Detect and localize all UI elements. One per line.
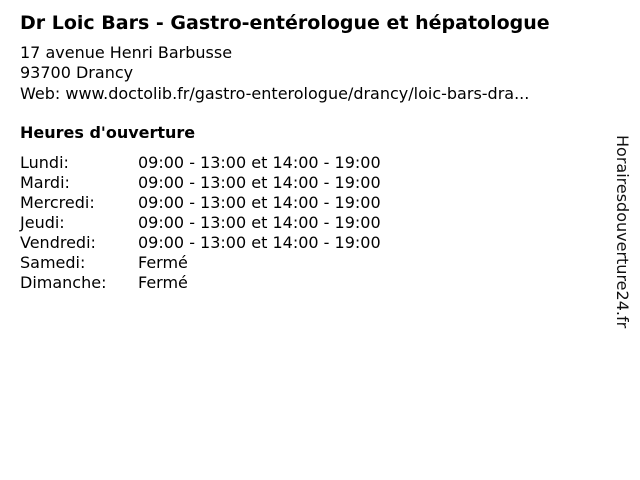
day-hours: 09:00 - 13:00 et 14:00 - 19:00 xyxy=(138,153,381,172)
day-label: Mardi: xyxy=(20,173,70,192)
day-hours: 09:00 - 13:00 et 14:00 - 19:00 xyxy=(138,193,381,212)
day-hours: 09:00 - 13:00 et 14:00 - 19:00 xyxy=(138,233,381,252)
day-hours: 09:00 - 13:00 et 14:00 - 19:00 xyxy=(138,173,381,192)
day-hours: Fermé xyxy=(138,253,188,272)
address-line-city: 93700 Drancy xyxy=(20,63,134,82)
day-hours: 09:00 - 13:00 et 14:00 - 19:00 xyxy=(138,213,381,232)
day-label: Samedi: xyxy=(20,253,86,272)
day-label: Mercredi: xyxy=(20,193,95,212)
day-label: Lundi: xyxy=(20,153,69,172)
opening-hours-heading: Heures d'ouverture xyxy=(20,123,196,142)
day-hours: Fermé xyxy=(138,273,188,292)
website-link[interactable]: Web: www.doctolib.fr/gastro-enterologue/drancy/loic-bars-dra... xyxy=(20,84,530,103)
day-label: Jeudi: xyxy=(20,213,65,232)
day-label: Dimanche: xyxy=(20,273,107,292)
day-label: Vendredi: xyxy=(20,233,96,252)
business-title: Dr Loic Bars - Gastro-entérologue et hépatologue xyxy=(20,12,550,34)
address-line-street: 17 avenue Henri Barbusse xyxy=(20,43,233,62)
site-watermark: Horairesdouverture24.fr xyxy=(613,135,632,329)
